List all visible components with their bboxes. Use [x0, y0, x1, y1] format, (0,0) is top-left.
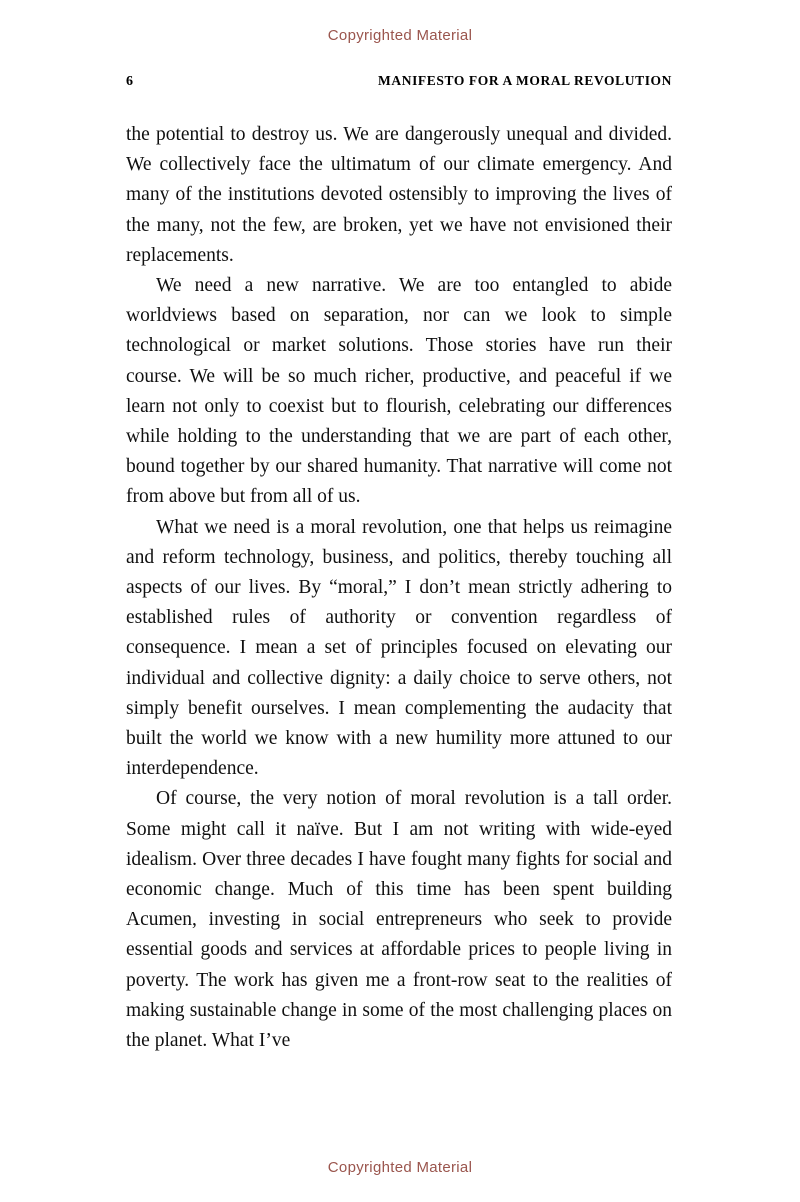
- copyright-notice-bottom: Copyrighted Material: [327, 1159, 473, 1176]
- paragraph-2: We need a new narrative. We are too entangled to abide worldviews based on separation, nor can we look to simple technological or market solutions. Those stories have run their course. We will be so much richer, productive, and peaceful if we learn not only to coexist but to flourish, celebrating our differences while holding to the understanding that we are part of each other, bound together by our shared humanity. That narrative will come not from above but from all of us.: [126, 275, 672, 508]
- running-header: [126, 73, 672, 90]
- page-number: 6: [126, 74, 133, 89]
- paragraph-4: Of course, the very notion of moral revolution is a tall order. Some might call it naïve. But I am not writing with wide-eyed idealism. Over three decades I have fought many fights for social and economic change. Much of this time has been spent building Acumen, investing in social entrepreneurs who seek to provide essential goods and services at affordable prices to people living in poverty. The work has given me a front-row seat to the realities of making sustainable change in some of the most challenging places on the planet. What I’ve: [126, 788, 672, 1052]
- page-body: [126, 120, 672, 1056]
- paragraph-1: the potential to destroy us. We are dangerously unequal and divided. We collectively face the ultimatum of our climate emergency. And many of the institutions devoted ostensibly to improving the lives of the many, not the few, are broken, yet we have not envisioned their replacements.: [126, 124, 672, 266]
- running-head-title: MANIFESTO FOR A MORAL REVOLUTION: [378, 73, 672, 88]
- copyright-notice-top: Copyrighted Material: [327, 27, 473, 44]
- paragraph-3: What we need is a moral revolution, one that helps us reimagine and reform technology, business, and politics, thereby touching all aspects of our lives. By “moral,” I don’t mean strictly adhering to established rules of authority or convention regardless of consequence. I mean a set of principles focused on elevating our individual and collective dignity: a daily choice to serve others, not simply benefit ourselves. I mean complementing the audacity that built the world we know with a new humility more attuned to our interdependence.: [126, 516, 672, 780]
